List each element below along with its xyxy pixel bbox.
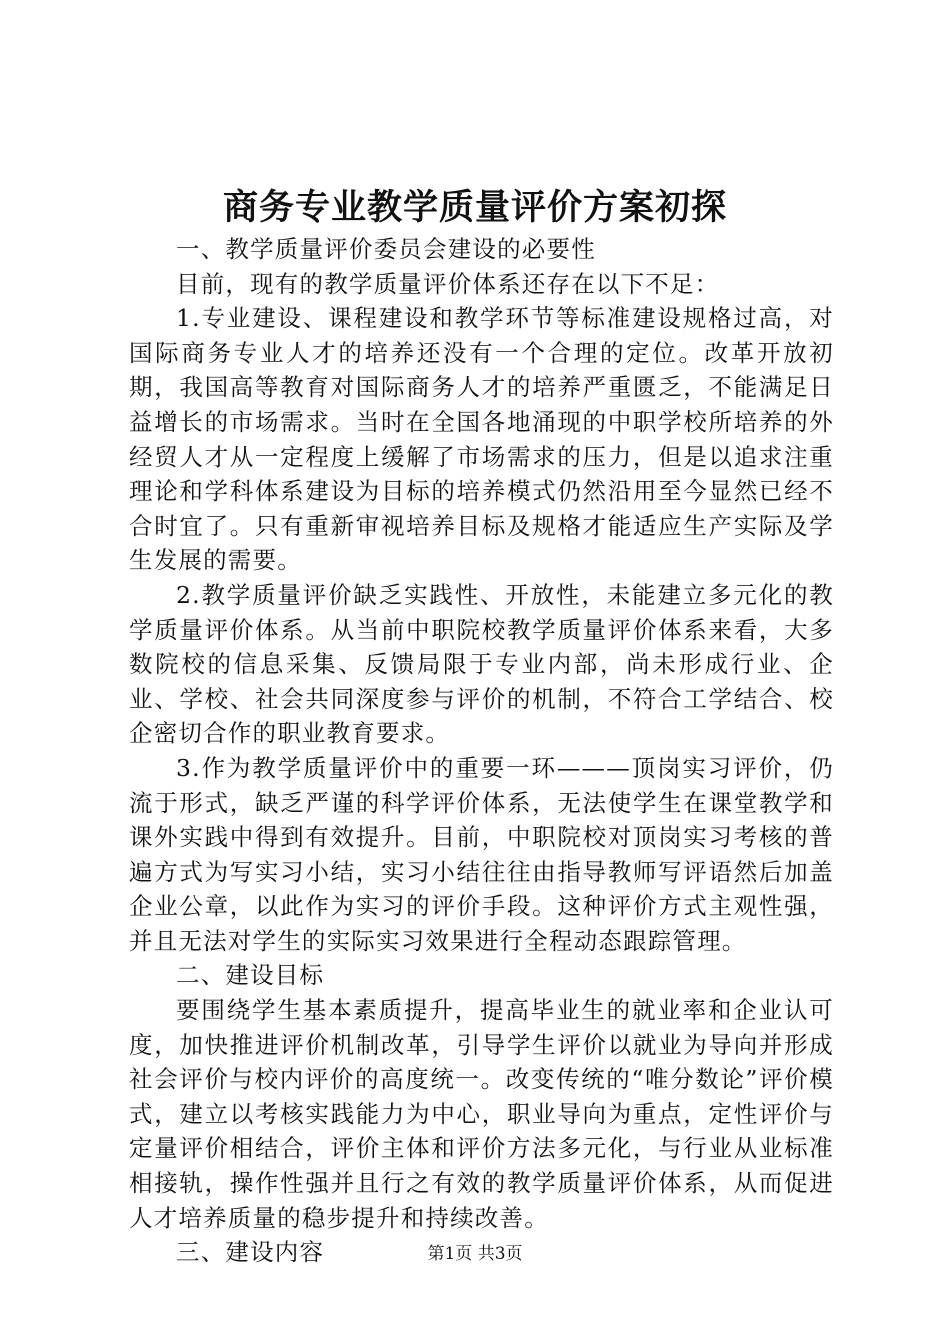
page-number-footer: 第1页 共3页 [427,1244,523,1264]
point-3-paragraph: 3.作为教学质量评价中的重要一环———顶岗实习评价，仍流于形式，缺乏严谨的科学评价体系，无法使学生在课堂教学和课外实践中得到有效提升。目前，中职院校对顶岗实习考核的普遍方式为写实习小结，实习小结往往由指导教师写评语然后加盖企业公章，以此作为实习的评价手段。这种评价方式主观性强，并且无法对学生的实际实习效果进行全程动态跟踪管理。 [129,753,834,955]
point-1-paragraph: 1.专业建设、课程建设和教学环节等标准建设规格过高，对国际商务专业人才的培养还没有一个合理的定位。改革开放初期，我国高等教育对国际商务人才的培养严重匮乏，不能满足日益增长的市场需求。当时在全国各地涌现的中职学校所培养的外经贸人才从一定程度上缓解了市场需求的压力，但是以追求注重理论和学科体系建设为目标的培养模式仍然沿用至今显然已经不合时宜了。只有重新审视培养目标及规格才能适应生产实际及学生发展的需要。 [129,304,834,575]
goal-paragraph: 要围绕学生基本素质提升，提高毕业生的就业率和企业认可度，加快推进评价机制改革，引导学生评价以就业为导向并形成社会评价与校内评价的高度统一。改变传统的“唯分数论”评价模式，建立以考核实践能力为中心，职业导向为重点，定性评价与定量评价相结合，评价主体和评价方法多元化，与行业从业标准相接轨，操作性强并且行之有效的教学质量评价体系，从而促进人才培养质量的稳步提升和持续改善。 [129,996,834,1232]
section-heading-2: 二、建设目标 [176,961,325,990]
intro-paragraph: 目前，现有的教学质量评价体系还存在以下不足： [176,269,720,298]
section-heading-3: 三、建设内容 [176,1238,325,1267]
document-title: 商务专业教学质量评价方案初探 [222,187,727,228]
document-body [129,232,834,1270]
section-heading-1: 一、教学质量评价委员会建设的必要性 [176,235,596,263]
point-2-paragraph: 2.教学质量评价缺乏实践性、开放性，未能建立多元化的教学质量评价体系。从当前中职院校教学质量评价体系来看，大多数院校的信息采集、反馈局限于专业内部，尚未形成行业、企业、学校、社会共同深度参与评价的机制，不符合工学结合、校企密切合作的职业教育要求。 [129,580,834,748]
